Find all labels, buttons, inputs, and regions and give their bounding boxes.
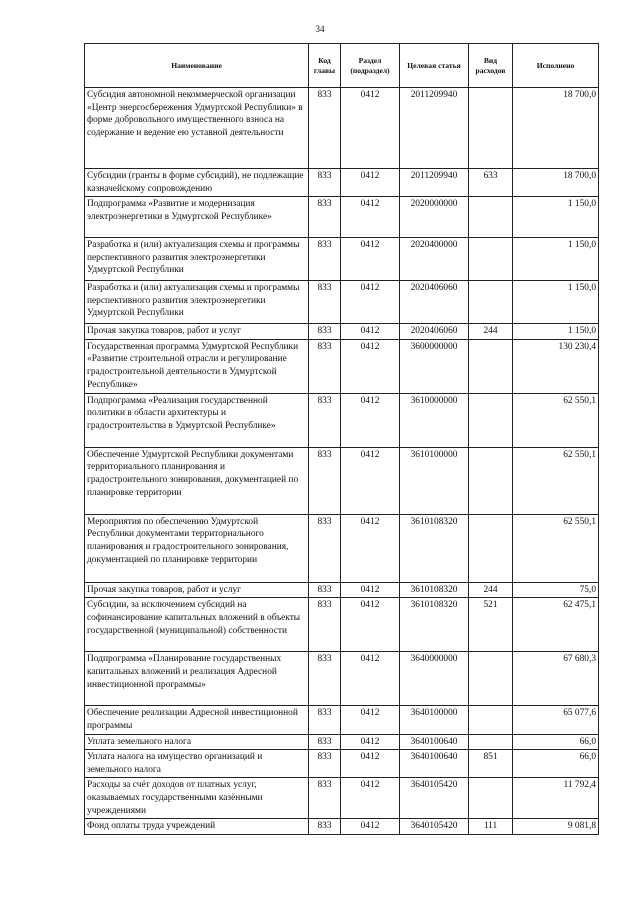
cell-section: 0412: [341, 598, 400, 652]
cell-done: 18 700,0: [513, 169, 599, 197]
cell-code: 833: [309, 447, 341, 514]
cell-type: 111: [469, 819, 513, 835]
cell-section: 0412: [341, 339, 400, 393]
header-code: Код главы: [309, 44, 341, 88]
cell-code: 833: [309, 582, 341, 598]
cell-section: 0412: [341, 281, 400, 324]
cell-type: 244: [469, 324, 513, 340]
cell-name: Подпрограмма «Развитие и модернизация электроэнергетики в Удмуртской Республике»: [85, 197, 309, 238]
cell-name: Фонд оплаты труда учреждений: [85, 819, 309, 835]
cell-section: 0412: [341, 652, 400, 706]
cell-code: 833: [309, 281, 341, 324]
cell-section: 0412: [341, 169, 400, 197]
cell-article: 3640100640: [400, 734, 469, 750]
table-row: [85, 706, 599, 734]
cell-section: 0412: [341, 778, 400, 819]
page-number: 34: [315, 24, 325, 34]
cell-done: 66,0: [513, 734, 599, 750]
table-row: [85, 447, 599, 514]
cell-type: [469, 447, 513, 514]
budget-table: [84, 43, 599, 835]
cell-done: 1 150,0: [513, 281, 599, 324]
cell-code: 833: [309, 706, 341, 734]
cell-code: 833: [309, 778, 341, 819]
cell-code: 833: [309, 393, 341, 447]
cell-done: 65 077,6: [513, 706, 599, 734]
cell-code: 833: [309, 734, 341, 750]
table-row: [85, 339, 599, 393]
header-article: Целевая статья: [400, 44, 469, 88]
cell-done: 75,0: [513, 582, 599, 598]
cell-code: 833: [309, 197, 341, 238]
cell-code: 833: [309, 88, 341, 169]
cell-section: 0412: [341, 819, 400, 835]
table-row: [85, 238, 599, 281]
cell-type: [469, 197, 513, 238]
cell-section: 0412: [341, 447, 400, 514]
cell-name: Разработка и (или) актуализация схемы и программы перспективного развития электроэнергетики Удмуртской Республики: [85, 238, 309, 281]
table-row: [85, 582, 599, 598]
cell-section: 0412: [341, 88, 400, 169]
table-row: [85, 169, 599, 197]
cell-article: 3610000000: [400, 393, 469, 447]
cell-name: Подпрограмма «Планирование государственных капитальных вложений и реализация Адресной инвестиционной программы»: [85, 652, 309, 706]
cell-article: 3600000000: [400, 339, 469, 393]
cell-article: 3610100000: [400, 447, 469, 514]
cell-article: 2020406060: [400, 281, 469, 324]
cell-article: 2020400000: [400, 238, 469, 281]
cell-done: 18 700,0: [513, 88, 599, 169]
cell-article: 3640100000: [400, 706, 469, 734]
cell-type: [469, 706, 513, 734]
cell-code: 833: [309, 514, 341, 582]
cell-code: 833: [309, 324, 341, 340]
cell-section: 0412: [341, 238, 400, 281]
cell-type: 244: [469, 582, 513, 598]
cell-section: 0412: [341, 750, 400, 778]
cell-done: 1 150,0: [513, 197, 599, 238]
table-row: [85, 514, 599, 582]
cell-section: 0412: [341, 197, 400, 238]
cell-section: 0412: [341, 514, 400, 582]
cell-article: 3640105420: [400, 778, 469, 819]
cell-done: 1 150,0: [513, 238, 599, 281]
header-done: Исполнено: [513, 44, 599, 88]
table-row: [85, 88, 599, 169]
cell-code: 833: [309, 652, 341, 706]
cell-article: 3610108320: [400, 598, 469, 652]
cell-article: 2020406060: [400, 324, 469, 340]
table-row: [85, 393, 599, 447]
table-row: [85, 778, 599, 819]
cell-done: 66,0: [513, 750, 599, 778]
cell-done: 62 550,1: [513, 447, 599, 514]
cell-article: 3610108320: [400, 582, 469, 598]
cell-name: Прочая закупка товаров, работ и услуг: [85, 582, 309, 598]
cell-done: 62 475,1: [513, 598, 599, 652]
cell-type: [469, 339, 513, 393]
cell-type: [469, 393, 513, 447]
cell-type: 521: [469, 598, 513, 652]
cell-type: [469, 281, 513, 324]
cell-done: 62 550,1: [513, 393, 599, 447]
cell-done: 11 792,4: [513, 778, 599, 819]
table-row: [85, 197, 599, 238]
header-type: Вид расходов: [469, 44, 513, 88]
cell-type: 633: [469, 169, 513, 197]
table-row: [85, 652, 599, 706]
cell-type: 851: [469, 750, 513, 778]
table-body: [85, 88, 599, 835]
cell-name: Подпрограмма «Реализация государственной политики в области архитектуры и градостроительства в Удмуртской Республике»: [85, 393, 309, 447]
cell-code: 833: [309, 169, 341, 197]
cell-section: 0412: [341, 393, 400, 447]
cell-done: 67 680,3: [513, 652, 599, 706]
cell-type: [469, 88, 513, 169]
cell-article: 3640100640: [400, 750, 469, 778]
table-row: [85, 598, 599, 652]
cell-section: 0412: [341, 734, 400, 750]
cell-name: Прочая закупка товаров, работ и услуг: [85, 324, 309, 340]
cell-name: Субсидии (гранты в форме субсидий), не подлежащие казначейскому сопровождению: [85, 169, 309, 197]
table-header-row: [85, 44, 599, 88]
cell-type: [469, 652, 513, 706]
cell-section: 0412: [341, 324, 400, 340]
cell-name: Мероприятия по обеспечению Удмуртской Республики документами территориального планирования и градостроительного зонирования, документацией по планировке территории: [85, 514, 309, 582]
cell-type: [469, 514, 513, 582]
cell-done: 130 230,4: [513, 339, 599, 393]
cell-name: Уплата земельного налога: [85, 734, 309, 750]
table-row: [85, 281, 599, 324]
cell-name: Разработка и (или) актуализация схемы и программы перспективного развития электроэнергетики Удмуртской Республики: [85, 281, 309, 324]
cell-name: Уплата налога на имущество организаций и земельного налога: [85, 750, 309, 778]
cell-name: Субсидии, за исключением субсидий на софинансирование капитальных вложений в объекты государственной (муниципальной) собственности: [85, 598, 309, 652]
header-section: Раздел (подраздел): [341, 44, 400, 88]
cell-code: 833: [309, 339, 341, 393]
cell-done: 62 550,1: [513, 514, 599, 582]
header-name: Наименование: [85, 44, 309, 88]
table-row: [85, 324, 599, 340]
cell-article: 2020000000: [400, 197, 469, 238]
cell-article: 3640105420: [400, 819, 469, 835]
table-row: [85, 734, 599, 750]
table-row: [85, 819, 599, 835]
cell-code: 833: [309, 238, 341, 281]
table-row: [85, 750, 599, 778]
cell-article: 3610108320: [400, 514, 469, 582]
cell-type: [469, 778, 513, 819]
cell-article: 2011209940: [400, 169, 469, 197]
cell-name: Обеспечение Удмуртской Республики документами территориального планирования и градостроительного зонирования, документацией по планировке территории: [85, 447, 309, 514]
cell-section: 0412: [341, 706, 400, 734]
cell-code: 833: [309, 819, 341, 835]
cell-name: Государственная программа Удмуртской Республики «Развитие строительной отрасли и регулирование градостроительной деятельности в Удмуртской Республике»: [85, 339, 309, 393]
cell-done: 9 081,8: [513, 819, 599, 835]
cell-type: [469, 238, 513, 281]
cell-name: Расходы за счёт доходов от платных услуг, оказываемых государственными казёнными учреждениями: [85, 778, 309, 819]
cell-type: [469, 734, 513, 750]
cell-done: 1 150,0: [513, 324, 599, 340]
cell-section: 0412: [341, 582, 400, 598]
cell-code: 833: [309, 598, 341, 652]
cell-article: 2011209940: [400, 88, 469, 169]
cell-article: 3640000000: [400, 652, 469, 706]
cell-name: Субсидия автономной некоммерческой организации «Центр энергосбережения Удмуртской Республики» в форме добровольного имущественного взноса на содержание и ведение ею уставной деятельности: [85, 88, 309, 169]
cell-code: 833: [309, 750, 341, 778]
cell-name: Обеспечение реализации Адресной инвестиционной программы: [85, 706, 309, 734]
